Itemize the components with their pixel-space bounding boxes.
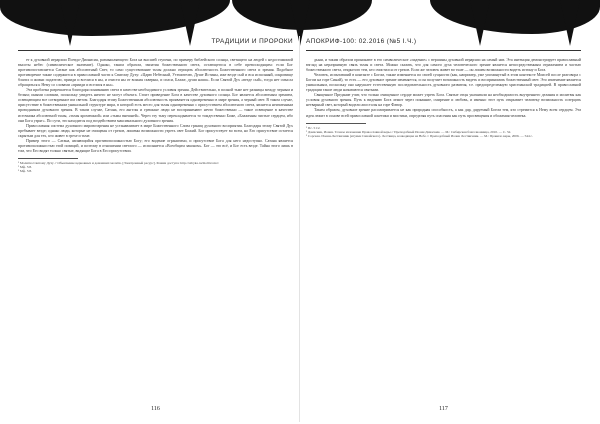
left-paragraph: ет к духовной иерархии Псевдо-Дионисия, размышляющего Бога на высшей ступени, по примеру библейского солнца, светящего на людей с недостижимой высоты небес (символическое значение). Однако, таким образом, эмпатия божественного света, остающегося в себе превосходящим: если Бог противопоставляется Сатане как абсолютный Свет, то само существование тьмы должно отрицать абсолютность Божественного света и зрения. Подобное противоречие также содержится в православной части к Святому Духу: «Царю Небесный, Утешителю, Душе Истины, иже везде сый и вся исполняяй, сокровище благих и жизни подателю, прииди и вселися в ны, и очисти ны от всякия скверны, и спаси, Блаже, души наша». Если Святой Дух «везде сый», тогда нет смысла обращаться к Нему со словами «прииди и вселися в ны». <box>18 57 293 88</box>
right-page <box>306 38 581 422</box>
right-page-number: 117 <box>439 406 448 412</box>
left-running-head: ТРАДИЦИИ И ПРОРОКИ <box>18 38 293 51</box>
right-paragraph: Священное Предание учит, что только очищенное сердце может узреть Бога. Святые отцы указывали на необходимость внутреннего делания и молитвы как условия духовного зрения. Путь к видению Бога лежит через покаяние, смирение и любовь, и именно этот путь открывает человеку возможность созерцать нетварный свет, который видели апостолы на горе Фавор. <box>306 92 581 108</box>
left-page-number: 116 <box>151 406 160 412</box>
footnote: ³ Сорская. Иоанн-Лествичник (игумен Синайского). Лествица, возводящая на Небо // Преподобный Иоанн Лествичник. — М.: Правило веры, 2006. — 544 с. <box>306 134 533 139</box>
right-body-text <box>306 57 581 138</box>
footnote: ³ Мф. 5:8. <box>18 169 32 174</box>
footnote: ¹ Молитва Святому Духу // Объяснение церковных и домашних молитв. [Электронный ресурс]. Режим доступа: http://azbyka.ru/molitvoslov <box>18 160 219 165</box>
footnote: ² Мф. 5:8. <box>18 165 32 170</box>
footnote: ¹ Пс. 51:2. <box>306 125 321 130</box>
left-paragraph: Православная система духовного мировоззрения не устанавливает в мире Божественного Слова границ духовного восприятия. Благодаря этому Святой Дух пребывает везде; однако люди, которые не очищены от грехов, лишены возможности узреть свет Божий. Бог присутствует во всем, но Его присутствие остается скрытым для тех, кто живет в грехе и тьме. <box>18 122 293 138</box>
left-paragraph: Пример этого — Сатана, являющийся противоположностью Богу; его видение ограничено, и присутствие Бога для него недоступно. Сатана является противоположностью этой позиций, и поэтому в отношении светлого — исполняется «Всеобщим законом». Бог — это всё, и Бог есть везде. Тайна этого лишь в том, что Его видят только святые, видящие Бога в Его присутствии. <box>18 137 293 153</box>
left-paragraph: Эта проблема разрешается благодаря пониманию света в качестве необходимого условия зрения. Действительно, в полной тьме нет разницы между черным и белым; иными словами, поскольку увидеть ничего не могут объекта. Стоит приведение Бога в качестве духовного солнца. Бог является абсолютным зрением, освещающим все сотворенное им светом. Благодаря этому Божественным абсолютность проявляется одновременно в мире зрения, а черный свет. В таком случае, присутствие в божественном уникальной структуре мира, в которой есть место для тьмы одновременно с присутствием абсолютного света, является неизменным проводником духовного зрения. В таком случае, Сатана, его ангелы и грешные люди не воспринимают нечто божественно — такое освещение в качестве источника абсолютной тьмы, «тьмы кромешной» или «тьмы внешней». Через эту тьму перекладывается то тождественно Боже, «Блаженны чистые сердцем, ибо они Бога узрят». По сути, это находится под воздействием максимального духовного зрения. <box>18 87 293 123</box>
left-page <box>18 38 293 422</box>
right-footnotes <box>306 126 581 139</box>
right-paragraph: дыни, и таким образом проникают в его символическое «падение» с вершины духовной иерархии на самый низ. Эта интенция демонстрирует православный взгляд на неразрывную связь тьмы и света. Можно сказать, что для самого духа человеческого зрение является непосредственным отражением и частью божественного света, открытого тем, кто очистился от грехов. Если же человек живет во тьме — он лишен возможности видеть истину и Бога. <box>306 57 581 73</box>
footnote: ² Дамаскин, Иоанн. Точное изложение Православной веры // Преподобный Иоанн Дамаскин. — М.: Сибирская благозвонница, 2010. — С. 52. <box>306 129 512 134</box>
right-paragraph: Таким образом, духовное зрение рассматривается не как природная способность, а как дар, даруемый Богом тем, кто стремится к Нему всем сердцем. Эта идея лежит в основе всей православной аскетики и мистики, определяя путь спасения как путь просвещения и обожения человека. <box>306 107 581 118</box>
right-running-head: АПОКРИФ-100: 02.2016 (№5 I.Ч.) <box>306 38 581 51</box>
left-footnotes <box>18 161 293 174</box>
footnote-rule <box>306 123 366 124</box>
page-gutter <box>299 36 300 422</box>
footnote-rule <box>18 158 78 159</box>
right-paragraph: Человек, испытавший в контакте с Богом, также изменяется по своей сущности (как, например, уже упоминутый в этом контексте Моисей после разговора с Богом на горе Синай), то есть — его духовное зрение изменяется, и он получает возможность видеть и воспринимать божественный свет. Это изменение является уникальным, поскольку оно нарушает естественную последовательность духовного развития, т.е. предопределенную христианской традицией. В православной традиции такие люди называются святыми. <box>306 72 581 93</box>
left-body-text <box>18 57 293 174</box>
